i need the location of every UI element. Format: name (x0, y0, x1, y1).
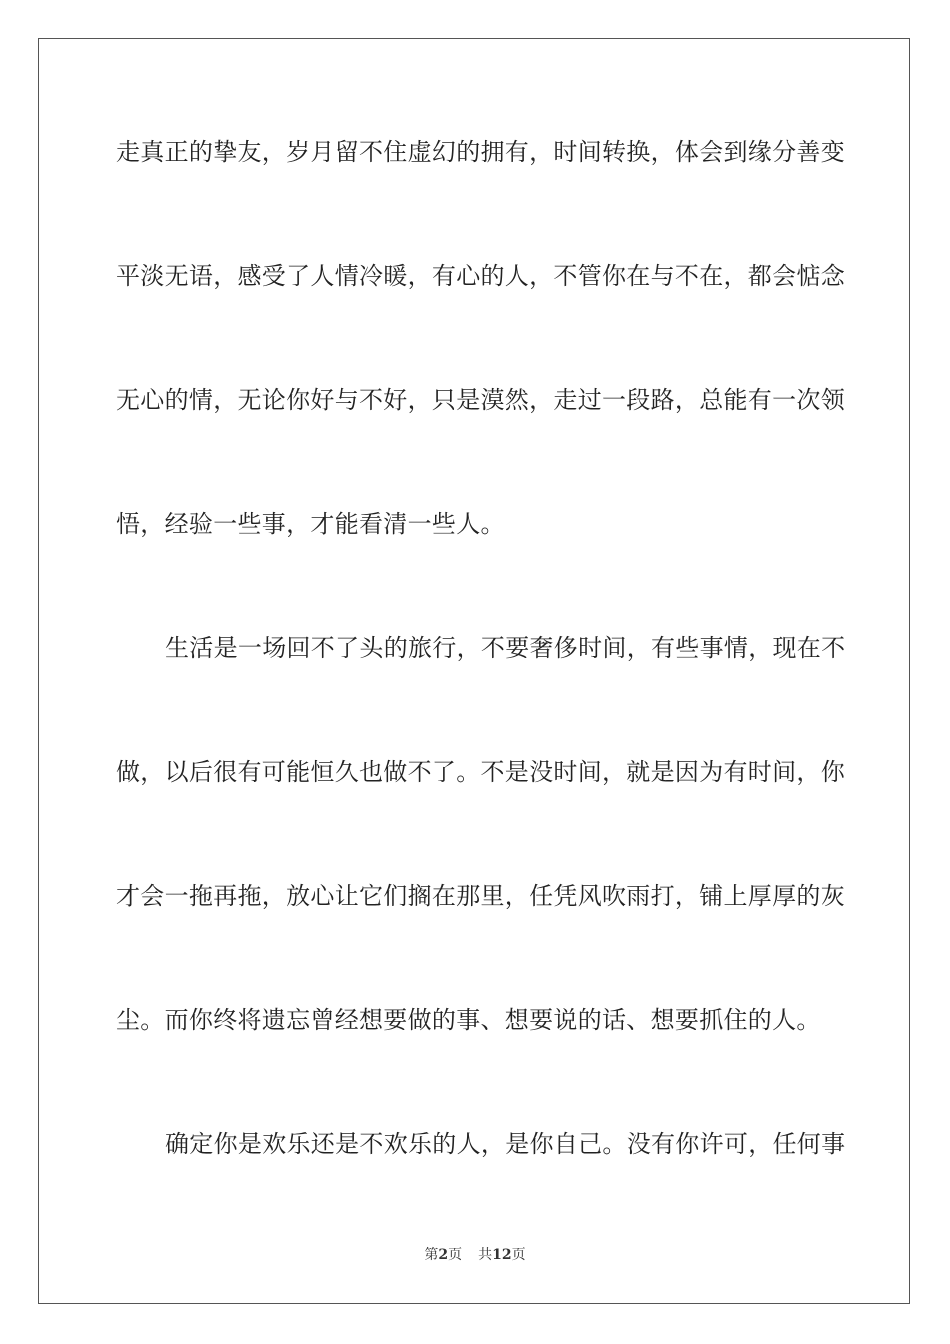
text-line-9-paragraph-start: 确定你是欢乐还是不欢乐的人，是你自己。没有你许可，任何事 (165, 1130, 846, 1158)
page-footer (0, 1246, 950, 1264)
text-line-6: 做，以后很有可能恒久也做不了。不是没时间，就是因为有时间，你 (116, 758, 845, 786)
text-line-7: 才会一拖再拖，放心让它们搁在那里，任凭风吹雨打，铺上厚厚的灰 (116, 882, 845, 910)
text-line-2: 平淡无语，感受了人情冷暖，有心的人，不管你在与不在，都会惦念 (116, 262, 845, 290)
text-line-5-paragraph-start: 生活是一场回不了头的旅行，不要奢侈时间，有些事情，现在不 (165, 634, 846, 662)
text-line-1: 走真正的挚友，岁月留不住虚幻的拥有，时间转换，体会到缘分善变 (116, 138, 845, 166)
footer-total-prefix: 共 (478, 1247, 493, 1263)
footer-page-suffix: 页 (448, 1247, 463, 1263)
footer-total-pages: 12 (492, 1247, 512, 1263)
text-line-4: 悟，经验一些事，才能看清一些人。 (116, 510, 505, 538)
text-line-3: 无心的情，无论你好与不好，只是漠然，走过一段路，总能有一次领 (116, 386, 845, 414)
footer-page-number: 2 (438, 1247, 449, 1263)
text-line-8: 尘。而你终将遗忘曾经想要做的事、想要说的话、想要抓住的人。 (116, 1006, 821, 1034)
footer-total-suffix: 页 (511, 1247, 526, 1263)
footer-page-prefix: 第 (424, 1247, 439, 1263)
page-border (38, 38, 910, 1304)
